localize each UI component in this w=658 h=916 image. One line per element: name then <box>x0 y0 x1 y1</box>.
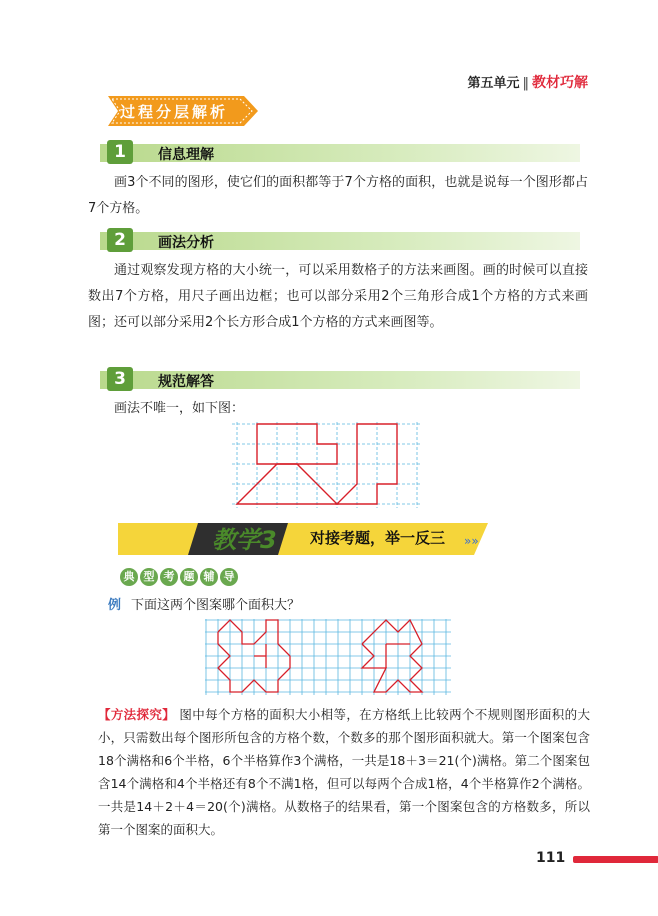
guide-char: 辅 <box>200 568 218 586</box>
method-tag: 【方法探究】 <box>98 707 176 722</box>
page-number-bar <box>573 856 658 863</box>
step-1-number: 1 <box>107 140 133 164</box>
step-3-title: 规范解答 <box>158 374 214 390</box>
step-3-text: 画法不唯一，如下图： <box>114 401 245 416</box>
example-label: 例 <box>108 598 122 613</box>
guide-char: 考 <box>160 568 178 586</box>
header-separator: ‖ <box>522 76 529 91</box>
example-question: 下面这两个图案哪个面积大？ <box>131 598 301 613</box>
step-2-number: 2 <box>107 228 133 252</box>
section-title: 对接考题，举一反三 <box>310 529 446 547</box>
method-text: 图中每个方格的面积大小相等，在方格纸上比较两个不规则图形面积的大小，只需数出每个图形所包含的方格个数，个数多的那个图形面积就大。第一个图案包含18个满格和6个半格，6个半格算作3个满格，一共是18＋3＝21(个)满格。第二个图案包含14个满格和4个半格还有8个不满1格，但可以每两个合成1格，4个半格算作2个满格。一共是14＋2＋4＝20(个)满格。从数格子的结果看，第一个图案包含的方格数多，所以第一个图案的面积大。 <box>98 707 590 837</box>
guide-char: 型 <box>140 568 158 586</box>
running-header <box>467 72 588 92</box>
guide-char: 典 <box>120 568 138 586</box>
guide-char: 导 <box>220 568 238 586</box>
step-3-number: 3 <box>107 367 133 391</box>
answer-grid <box>232 422 422 508</box>
header-topic: 教材巧解 <box>532 75 588 91</box>
header-unit: 第五单元 <box>467 76 520 91</box>
step-1-text: 画3个不同的图形，使它们的面积都等于7个方格的面积，也就是说每一个图形都占7个方格。 <box>88 175 588 216</box>
answer-figure <box>232 422 422 508</box>
svg-text:»»: »» <box>464 534 479 548</box>
method-paragraph <box>98 703 590 841</box>
step-2-text: 通过观察发现方格的大小统一，可以采用数格子的方法来画图。画的时候可以直接数出7个方格，用尺子画出边框；也可以部分采用2个三角形合成1个方格的方式来画图；还可以部分采用2个长方形合成1个方格的方式来画图等。 <box>88 263 588 330</box>
step-2-title: 画法分析 <box>158 235 214 251</box>
section-number: 教学3 <box>212 526 277 554</box>
guide-char: 题 <box>180 568 198 586</box>
example <box>108 594 300 613</box>
banner-label: 过程分层解析 <box>120 103 229 121</box>
step-1-title: 信息理解 <box>158 147 214 163</box>
page-number: 111 <box>536 850 566 866</box>
guide-title <box>120 565 240 586</box>
example-figure <box>205 619 451 695</box>
